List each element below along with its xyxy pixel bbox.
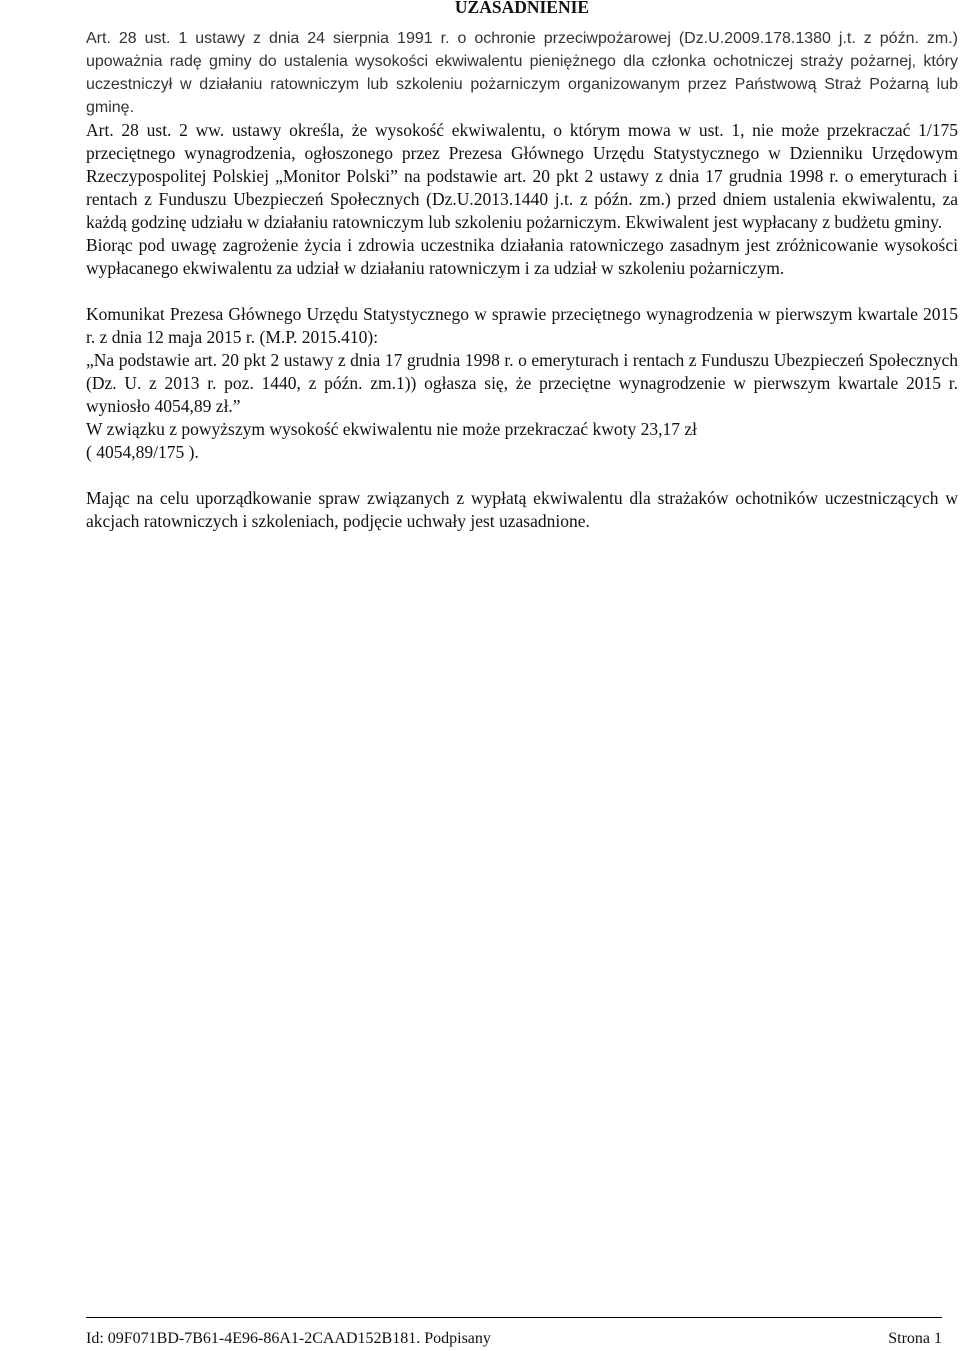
paragraph-justification: Biorąc pod uwagę zagrożenie życia i zdrowia uczestnika działania ratowniczego zasadnym jest zróżnicowanie wysokości wypłacanego ekwiwalentu za udział w działaniu ratowniczym i za udział w szkoleniu pożarniczym. (86, 235, 958, 278)
paragraph-legal-basis: Art. 28 ust. 1 ustawy z dnia 24 sierpnia 1991 r. o ochronie przeciwpożarowej (Dz.U.2009.178.1380 j.t. z późn. zm.) upoważnia radę gminy do ustalenia wysokości ekwiwalentu pieniężnego dla członka ochotniczej straży pożarnej, który uczestniczył w działaniu ratowniczym lub szkoleniu pożarniczym organizowanym przez Państwową Straż Pożarną lub gminę. (86, 30, 958, 116)
paragraph-limit: Art. 28 ust. 2 ww. ustawy określa, że wysokość ekwiwalentu, o którym mowa w ust. 1, nie może przekraczać 1/175 przeciętnego wynagrodzenia, ogłoszonego przez Prezesa Głównego Urzędu Statystycznego w Dzienniku Urzędowym Rzeczypospolitej Polskiej „Monitor Polski” na podstawie art. 20 pkt 2 ustawy z dnia 17 grudnia 1998 r. o emeryturach i rentach z Funduszu Ubezpieczeń Społecznych (Dz.U.2013.1440 j.t. z późn. zm.) przed dniem ustalenia ekwiwalentu, za każdą godzinę udziału w działaniu ratowniczym lub szkoleniu pożarniczym. Ekwiwalent jest wypłacany z budżetu gminy. (86, 120, 958, 232)
page-footer (86, 1317, 942, 1348)
paragraph-amount: W związku z powyższym wysokość ekwiwalentu nie może przekraczać kwoty 23,17 zł (86, 419, 697, 439)
document-page (86, 0, 958, 533)
paragraph-conclusion: Mając na celu uporządkowanie spraw związanych z wypłatą ekwiwalentu dla strażaków ochotników uczestniczących w akcjach ratowniczych i szkoleniach, podjęcie uchwały jest uzasadnione. (86, 488, 958, 531)
paragraph-communique: Komunikat Prezesa Głównego Urzędu Statystycznego w sprawie przeciętnego wynagrodzenia w pierwszym kwartale 2015 r. z dnia 12 maja 2015 r. (M.P. 2015.410): (86, 304, 958, 347)
paragraph-quote: „Na podstawie art. 20 pkt 2 ustawy z dnia 17 grudnia 1998 r. o emeryturach i rentach z Funduszu Ubezpieczeń Społecznych (Dz. U. z 2013 r. poz. 1440, z późn. zm.1)) ogłasza się, że przeciętne wynagrodzenie w pierwszym kwartale 2015 r. wyniosło 4054,89 zł.” (86, 350, 958, 416)
spacer (86, 464, 958, 487)
document-title: UZASADNIENIE (454, 0, 590, 17)
paragraph-amount-calc: ( 4054,89/175 ). (86, 442, 199, 462)
spacer (86, 280, 958, 303)
footer-page-number: Strona 1 (888, 1330, 942, 1347)
footer-document-id: Id: 09F071BD-7B61-4E96-86A1-2CAAD152B181. Podpisany (86, 1330, 491, 1347)
